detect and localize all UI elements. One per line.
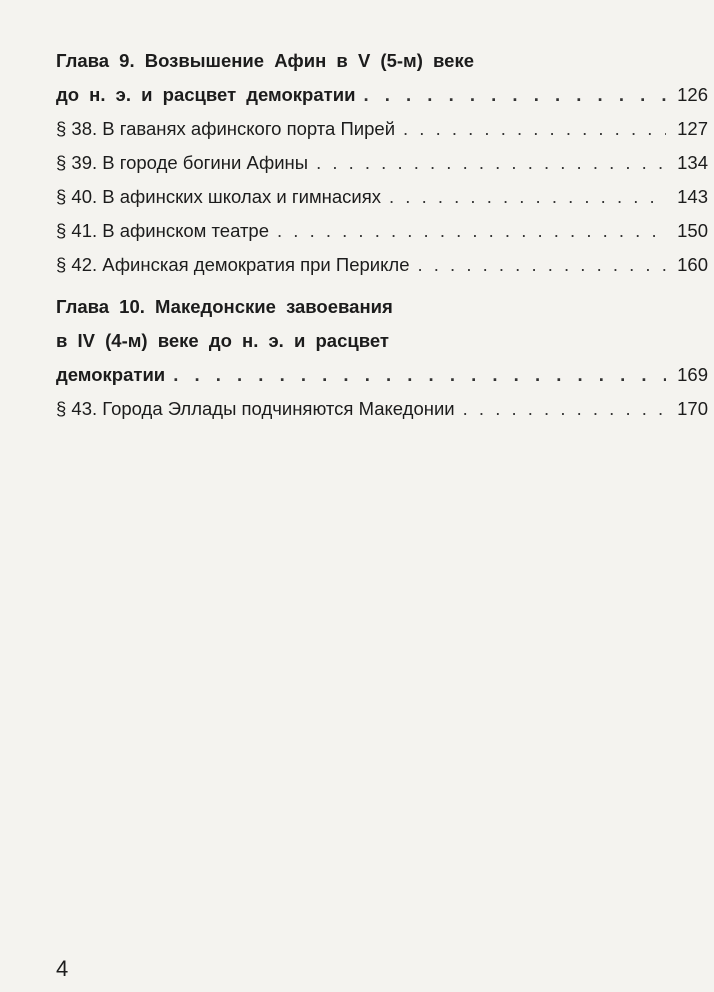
toc-entry-title: § 40. В афинских школах и гимнасиях <box>56 186 382 207</box>
toc-section-41 <box>56 220 708 254</box>
toc-entry-title: Глава 9. Возвышение Афин в V (5-м) веке <box>56 50 474 71</box>
spacer <box>56 288 708 296</box>
toc-entry-title: § 42. Афинская демократия при Перикле <box>56 254 410 275</box>
toc-page-number: 127 <box>677 118 708 139</box>
toc-entry-title: в IV (4-м) веке до н. э. и расцвет <box>56 330 389 351</box>
table-of-contents <box>56 50 708 432</box>
toc-page-number: 134 <box>677 152 708 173</box>
toc-section-40 <box>56 186 708 220</box>
toc-entry-title: демократии <box>56 364 166 385</box>
toc-page-number: 126 <box>677 84 708 105</box>
toc-entry-title: § 41. В афинском театре <box>56 220 270 241</box>
toc-entry-title: § 38. В гаванях афинского порта Пирей <box>56 118 396 139</box>
toc-chapter-10-line-1 <box>56 296 708 330</box>
toc-entry-title: до н. э. и расцвет демократии <box>56 84 356 105</box>
toc-entry-title: Глава 10. Македонские завоевания <box>56 296 393 317</box>
toc-page-number: 143 <box>677 186 708 207</box>
toc-chapter-10-line-3 <box>56 364 708 398</box>
toc-section-42 <box>56 254 708 288</box>
toc-page-number: 170 <box>677 398 708 419</box>
page-number: 4 <box>56 956 69 981</box>
dot-leader <box>316 152 666 174</box>
toc-section-43 <box>56 398 708 432</box>
dot-leader <box>403 118 666 140</box>
toc-entry-title: § 39. В городе богини Афины <box>56 152 309 173</box>
dot-leader <box>389 186 666 208</box>
dot-leader <box>418 254 667 276</box>
toc-chapter-9-line-2 <box>56 84 708 118</box>
toc-section-38 <box>56 118 708 152</box>
dot-leader <box>277 220 666 242</box>
toc-page-number: 150 <box>677 220 708 241</box>
toc-page-number: 160 <box>677 254 708 275</box>
toc-page-number: 169 <box>677 364 708 385</box>
toc-chapter-9-line-1 <box>56 50 708 84</box>
dot-leader <box>463 398 666 420</box>
dot-leader <box>173 364 666 386</box>
toc-entry-title: § 43. Города Эллады подчиняются Македонии <box>56 398 455 419</box>
toc-section-39 <box>56 152 708 186</box>
dot-leader <box>363 84 666 106</box>
toc-chapter-10-line-2 <box>56 330 708 364</box>
